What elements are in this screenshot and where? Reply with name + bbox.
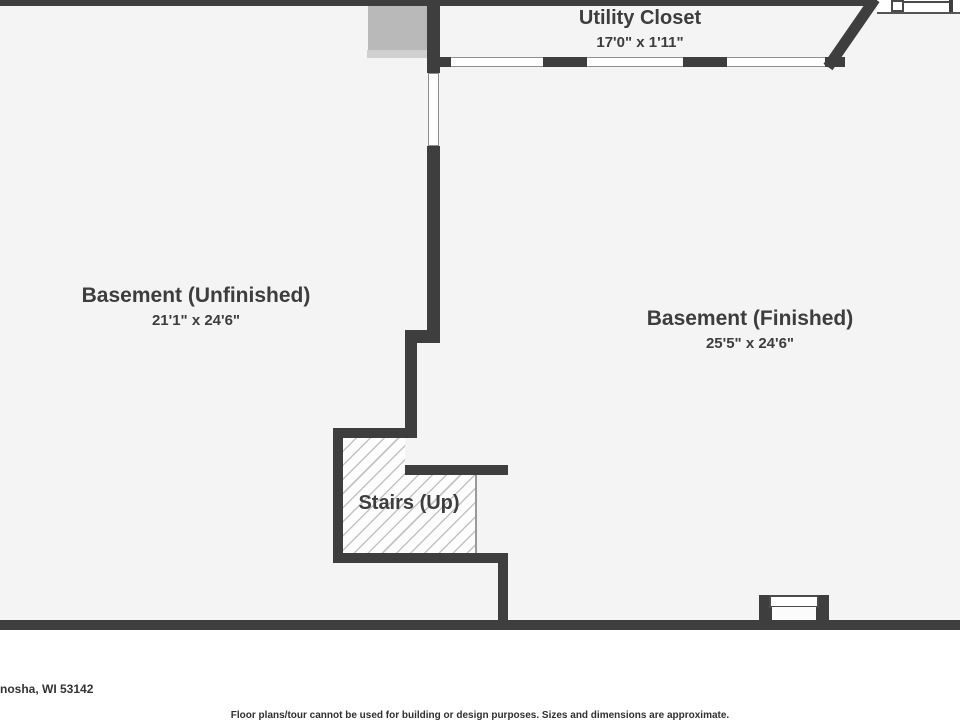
room-name: Stairs (Up): [358, 492, 460, 514]
center-wall-upper: [427, 0, 440, 73]
room-label-basement-finished: [600, 307, 900, 352]
under-stairs-wall: [498, 553, 508, 630]
appliance-box: [368, 5, 427, 50]
wall-segment: [683, 57, 727, 67]
room-name: Basement (Finished): [646, 307, 854, 330]
wall-segment: [543, 57, 587, 67]
wall-segment: [825, 57, 845, 67]
window-frame-icon: [891, 0, 904, 12]
window-glass-line: [904, 1, 950, 3]
top-right-window: [877, 0, 960, 14]
stairs-top-wall: [333, 428, 415, 438]
window-mullion-tick: [949, 0, 953, 12]
utility-closet-window-band: [427, 57, 845, 67]
room-name: Utility Closet: [578, 7, 702, 29]
center-wall-mid: [427, 146, 440, 334]
address-text: nosha, WI 53142: [0, 682, 94, 696]
room-dims: 17'0" x 1'11": [596, 34, 684, 51]
room-name: Basement (Unfinished): [81, 284, 311, 307]
bottom-wall: [0, 620, 960, 630]
appliance-base: [367, 50, 428, 58]
disclaimer-text: Floor plans/tour cannot be used for building or design purposes. Sizes and dimensions are approximate.: [230, 710, 730, 721]
stairs-mid-wall: [405, 465, 508, 475]
center-wall-lower: [405, 338, 417, 438]
room-label-stairs: [329, 492, 489, 515]
center-wall-window: [428, 73, 439, 146]
window-well-inner: [772, 607, 816, 621]
room-label-basement-unfinished: [46, 284, 346, 329]
room-label-utility-closet: [440, 7, 840, 51]
room-dims: 25'5" x 24'6": [705, 335, 795, 353]
room-dims: 21'1" x 24'6": [151, 312, 241, 330]
stairs-bottom-wall: [333, 553, 508, 563]
